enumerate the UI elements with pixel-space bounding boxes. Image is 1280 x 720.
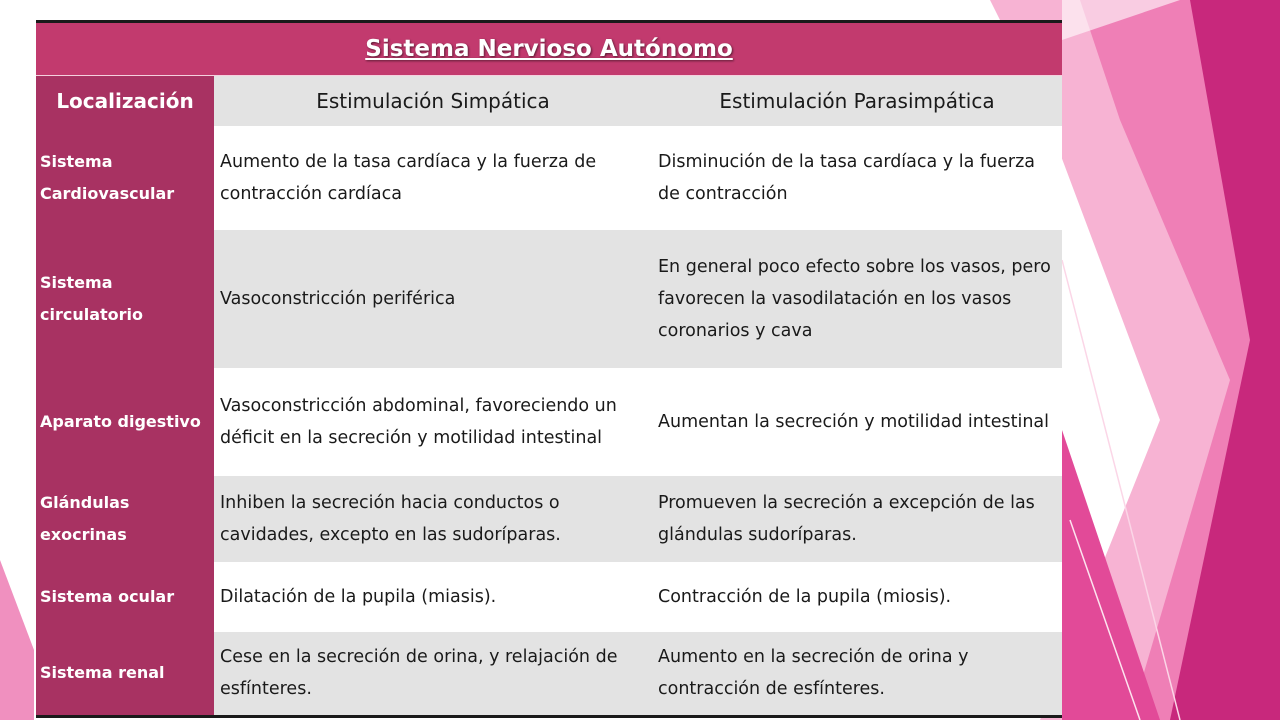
header-parasympathetic: Estimulación Parasimpática (652, 76, 1062, 127)
table-row (36, 126, 1062, 230)
row-sympathetic: Dilatación de la pupila (miasis). (214, 562, 652, 632)
table-title-row (36, 22, 1062, 76)
autonomic-nervous-system-table (36, 20, 1062, 718)
row-sympathetic: Aumento de la tasa cardíaca y la fuerza de contracción cardíaca (214, 126, 652, 230)
table-row (36, 230, 1062, 368)
row-sympathetic: Cese en la secreción de orina, y relajación de esfínteres. (214, 632, 652, 716)
row-sympathetic: Vasoconstricción periférica (214, 230, 652, 368)
table-row (36, 368, 1062, 476)
row-parasympathetic: Aumentan la secreción y motilidad intestinal (652, 368, 1062, 476)
header-location: Localización (36, 76, 214, 127)
row-location: Sistema renal (36, 632, 214, 716)
header-sympathetic: Estimulación Simpática (214, 76, 652, 127)
row-location: Sistema ocular (36, 562, 214, 632)
table-header-row (36, 76, 1062, 127)
row-parasympathetic: Promueven la secreción a excepción de las glándulas sudoríparas. (652, 476, 1062, 562)
table-row (36, 632, 1062, 716)
row-parasympathetic: Aumento en la secreción de orina y contracción de esfínteres. (652, 632, 1062, 716)
row-location: Glándulas exocrinas (36, 476, 214, 562)
row-parasympathetic: Contracción de la pupila (miosis). (652, 562, 1062, 632)
table-title: Sistema Nervioso Autónomo (36, 22, 1062, 76)
pink-shape-left (0, 560, 34, 720)
row-location: Sistema Cardiovascular (36, 126, 214, 230)
row-sympathetic: Vasoconstricción abdominal, favoreciendo un déficit en la secreción y motilidad intestinal (214, 368, 652, 476)
row-parasympathetic: Disminución de la tasa cardíaca y la fuerza de contracción (652, 126, 1062, 230)
table-row (36, 562, 1062, 632)
row-location: Sistema circulatorio (36, 230, 214, 368)
row-sympathetic: Inhiben la secreción hacia conductos o cavidades, excepto en las sudoríparas. (214, 476, 652, 562)
row-parasympathetic: En general poco efecto sobre los vasos, pero favorecen la vasodilatación en los vasos coronarios y cava (652, 230, 1062, 368)
table-row (36, 476, 1062, 562)
row-location: Aparato digestivo (36, 368, 214, 476)
